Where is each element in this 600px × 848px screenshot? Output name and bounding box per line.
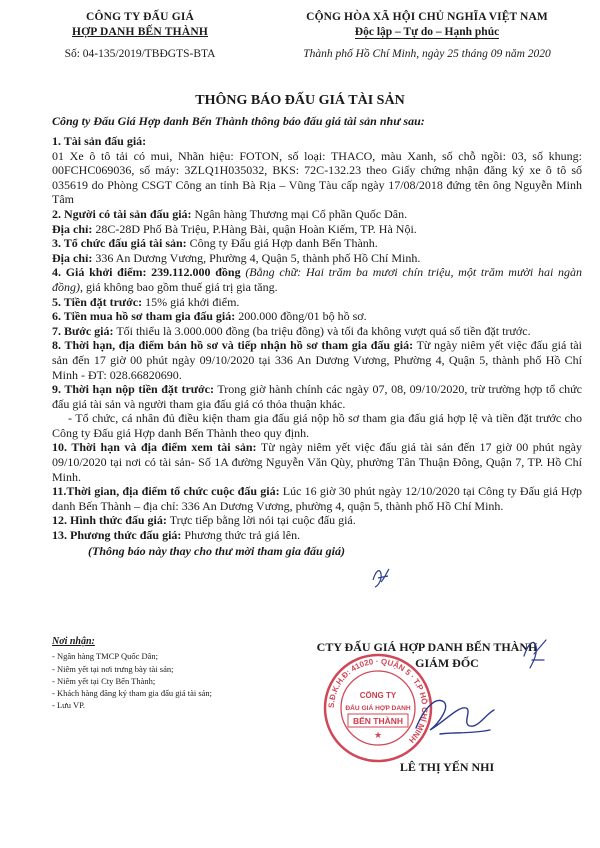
section-1-heading: 1. Tài sản đấu giá: bbox=[52, 134, 147, 148]
section-6: 6. Tiền mua hồ sơ tham gia đấu giá: 200.000 đồng/01 bộ hồ sơ. bbox=[52, 309, 367, 324]
national-motto: Độc lập – Tự do – Hạnh phúc bbox=[354, 26, 500, 38]
notice-body bbox=[52, 134, 582, 558]
section-8: 8. Thời hạn, địa điểm bán hồ sơ và tiếp nhận hồ sơ tham gia đấu giá: Từ ngày niêm yết việc đấu giá tài sản đến 17 giờ 00 phút ngày 09/10/2020 tại 336 An Dương Vương, Phường 4, Quận 5, thành phố Hồ Chí Minh - ĐT: 028.66820690. bbox=[52, 338, 582, 382]
section-9: 9. Thời hạn nộp tiền đặt trước: Trong giờ hành chính các ngày 07, 08, 09/10/2020, trừ trường hợp tổ chức đấu giá tài sản và người tham gia đấu giá có thỏa thuận khác. bbox=[52, 382, 582, 411]
nation-name: CỘNG HÒA XÃ HỘI CHỦ NGHĨA VIỆT NAM bbox=[306, 11, 548, 23]
issuer-block bbox=[40, 10, 240, 64]
recipient-item: - Khách hàng đăng ký tham gia đấu giá tài sản; bbox=[52, 688, 213, 699]
company-name-line1: CÔNG TY ĐẤU GIÁ bbox=[85, 11, 195, 23]
initial-mark-icon bbox=[370, 566, 392, 590]
recipient-item: - Ngân hàng TMCP Quốc Dân; bbox=[52, 651, 159, 662]
svg-text:BẾN THÀNH: BẾN THÀNH bbox=[352, 716, 404, 726]
signer-org: CTY ĐẤU GIÁ HỢP DANH BẾN THÀNH bbox=[316, 640, 538, 654]
company-name-line2: HỢP DANH BẾN THÀNH bbox=[72, 26, 208, 38]
signer-position: GIÁM ĐỐC bbox=[415, 656, 479, 670]
recipients-title: Nơi nhận: bbox=[52, 636, 95, 647]
recipient-item: - Lưu VP. bbox=[52, 700, 86, 711]
recipient-item: - Niêm yết tại Cty Bến Thành; bbox=[52, 675, 156, 686]
intro-line: Công ty Đấu Giá Hợp danh Bến Thành thông báo đấu giá tài sản như sau: bbox=[52, 114, 425, 128]
section-11: 11.Thời gian, địa điểm tổ chức cuộc đấu giá: Lúc 16 giờ 30 phút ngày 12/10/2020 tại Công ty Đấu giá Hợp danh Bến Thành – địa chỉ: 336 An Dương Vương, phường 4, quận 5, thành phố Hồ Chí Minh. bbox=[52, 484, 583, 513]
svg-text:CÔNG TY: CÔNG TY bbox=[359, 691, 397, 700]
notice-note: (Thông báo này thay cho thư mời tham gia đấu giá) bbox=[88, 543, 345, 558]
national-header bbox=[262, 10, 592, 64]
section-9-extra: - Tổ chức, cá nhân đủ điều kiện tham gia đấu giá nộp hồ sơ tham gia đấu giá hợp lệ và tiền đặt trước cho Công ty Đấu giá Hợp danh Bến Thành theo quy định. bbox=[52, 411, 582, 440]
signature-icon bbox=[410, 688, 500, 743]
approval-mark-icon bbox=[520, 634, 550, 674]
document-number: Số: 04-135/2019/TBĐGTS-BTA bbox=[64, 48, 216, 60]
section-7: 7. Bước giá: Tối thiểu là 3.000.000 đồng (ba triệu đồng) và tối đa không vượt quá số tiền đặt trước. bbox=[52, 323, 531, 338]
svg-text:★: ★ bbox=[373, 730, 383, 740]
section-10: 10. Thời hạn và địa điểm xem tài sản: Từ ngày niêm yết việc đấu giá tài sản đến 17 giờ 00 phút ngày 09/10/2020 tại nơi có tài sản- Số 1A đường Nguyễn Văn Qùy, phường Tân Thuận Đông, Quận 7, TP. Hồ Chí Minh. bbox=[52, 440, 582, 484]
section-1-text: 01 Xe ô tô tải có mui, Nhãn hiệu: FOTON, số loại: THACO, màu Xanh, số chỗ ngồi: 03, số khung: 00FCHC069036, số máy: 3ZLQ1H035032, BKS: 72C-132.23 theo Giấy chứng nhận đăng ký xe ô tô số 035619 do Phòng CSGT Công an tỉnh Bà Rịa – Vũng Tàu cấp ngày 17/08/2018 đứng tên ông Nguyễn Minh Tâm bbox=[52, 148, 582, 207]
section-5: 5. Tiền đặt trước: 15% giá khởi điểm. bbox=[52, 294, 240, 309]
place-date: Thành phố Hồ Chí Minh, ngày 25 tháng 09 năm 2020 bbox=[303, 48, 551, 60]
section-3: 3. Tổ chức đấu giá tài sản: Công ty Đấu giá Hợp danh Bến Thành. bbox=[52, 236, 378, 251]
document-title: THÔNG BÁO ĐẤU GIÁ TÀI SẢN bbox=[195, 93, 405, 108]
section-13: 13. Phương thức đấu giá: Phương thức trả giá lên. bbox=[52, 528, 301, 543]
section-2-address: Địa chỉ: 28C-28D Phố Bà Triệu, P.Hàng Bài, quận Hoàn Kiếm, TP. Hà Nội. bbox=[52, 221, 417, 236]
svg-text:ĐẤU GIÁ HỢP DANH: ĐẤU GIÁ HỢP DANH bbox=[345, 705, 411, 712]
section-4: 4. Giá khởi điểm: 239.112.000 đồng (Bằng chữ: Hai trăm ba mươi chín triệu, một trăm mười hai ngàn đồng), giá không bao gồm thuế giá trị gia tăng. bbox=[52, 265, 582, 294]
section-12: 12. Hình thức đấu giá: Trực tiếp bằng lời nói tại cuộc đấu giá. bbox=[52, 513, 356, 528]
recipient-item: - Niêm yết tại nơi trưng bày tài sản; bbox=[52, 663, 174, 674]
signer-name: LÊ THỊ YẾN NHI bbox=[399, 760, 495, 774]
svg-text:S.Đ.K.H.Đ: 41020 · QUẬN 5 · T.: S.Đ.K.H.Đ: 41020 · QUẬN 5 · T.P HỒ CHÍ MINH bbox=[326, 656, 430, 745]
recipients-block bbox=[52, 636, 282, 712]
section-2: 2. Người có tài sản đấu giá: Ngân hàng Thương mại Cổ phần Quốc Dân. bbox=[52, 206, 408, 221]
section-3-address: Địa chỉ: 336 An Dương Vương, Phường 4, Quận 5, thành phố Hồ Chí Minh. bbox=[52, 250, 421, 265]
